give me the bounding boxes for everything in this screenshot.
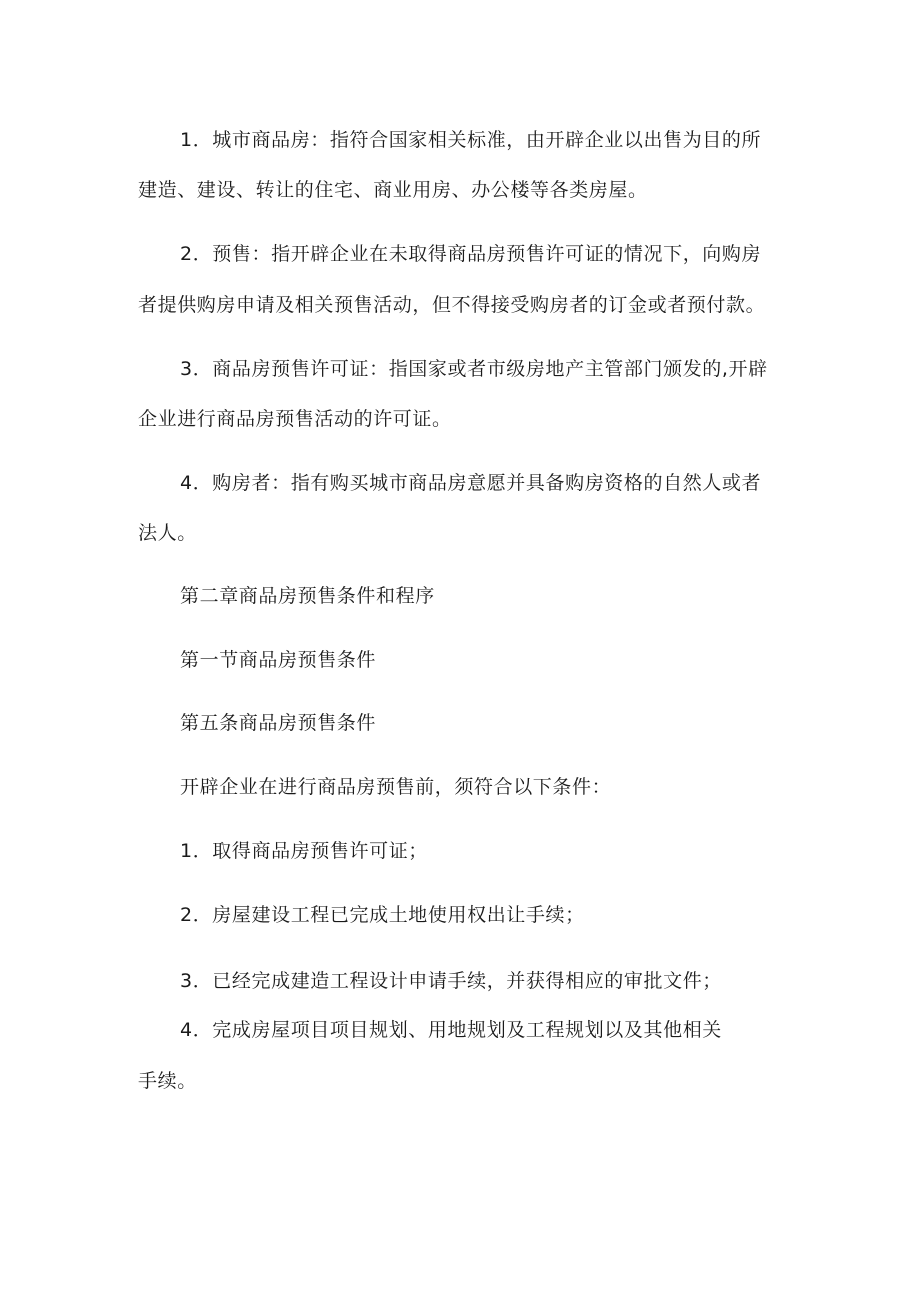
definition-1-line-2: 建造、建设、转让的住宅、商业用房、办公楼等各类房屋。 bbox=[138, 179, 648, 201]
definition-2-line-2: 者提供购房申请及相关预售活动，但不得接受购房者的订金或者预付款。 bbox=[138, 294, 766, 316]
definition-4-line-1: 4．购房者：指有购买城市商品房意愿并具备购房资格的自然人或者 bbox=[180, 472, 762, 494]
chapter-heading: 第二章商品房预售条件和程序 bbox=[180, 585, 435, 607]
definition-1-line-1: 1．城市商品房：指符合国家相关标准，由开辟企业以出售为目的所 bbox=[180, 129, 762, 151]
condition-4-line-2: 手续。 bbox=[138, 1070, 197, 1092]
section-heading: 第一节商品房预售条件 bbox=[180, 649, 377, 671]
condition-3: 3．已经完成建造工程设计申请手续，并获得相应的审批文件； bbox=[180, 970, 722, 992]
condition-4-line-1: 4．完成房屋项目项目规划、用地规划及工程规划以及其他相关 bbox=[180, 1019, 722, 1041]
condition-1: 1．取得商品房预售许可证； bbox=[180, 840, 428, 862]
definition-3-line-1: 3．商品房预售许可证：指国家或者市级房地产主管部门颁发的,开辟 bbox=[180, 358, 768, 380]
article-heading: 第五条商品房预售条件 bbox=[180, 712, 377, 734]
definition-4-line-2: 法人。 bbox=[138, 522, 197, 544]
definition-2-line-1: 2．预售：指开辟企业在未取得商品房预售许可证的情况下，向购房 bbox=[180, 243, 762, 265]
definition-3-line-2: 企业进行商品房预售活动的许可证。 bbox=[138, 408, 452, 430]
conditions-intro: 开辟企业在进行商品房预售前，须符合以下条件： bbox=[180, 776, 612, 798]
condition-2: 2．房屋建设工程已完成土地使用权出让手续； bbox=[180, 904, 585, 926]
